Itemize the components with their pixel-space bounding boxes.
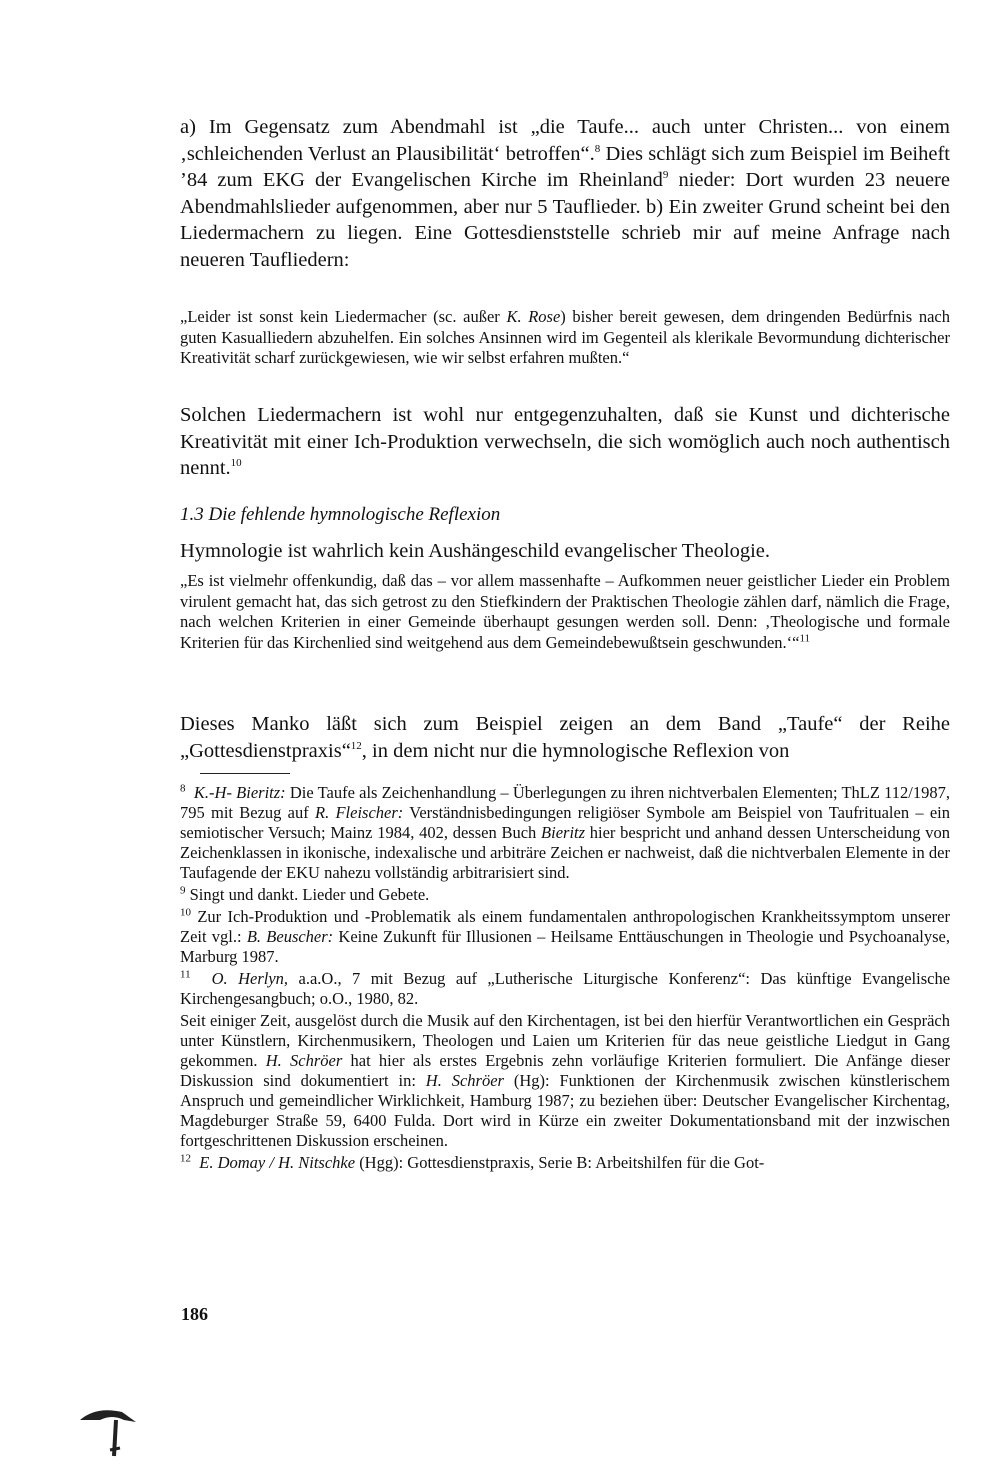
footnote-ref-11: 11: [799, 632, 811, 644]
footnote-10: $^{10}$ Zur Ich-Produktion und -Problematik als einem fundamentalen anthropologischen Krankheitssymptom unserer Zeit vgl.: B. Beuscher: Keine Zukunft für Illusionen – Heilsame Enttäuschungen in Theologie und Psychoanalyse, Marburg 1987.: [180, 906, 951, 966]
footnotes: [180, 783, 950, 1175]
section-heading: 1.3 Die fehlende hymnologische Reflexion: [180, 504, 501, 525]
block-quote-2: „Es ist vielmehr offenkundig, daß das – vor allem massenhafte – Aufkommen neuer geistlicher Lieder ein Problem virulent gemacht hat, das sich getrost zu den Stiefkindern der Praktischen Theologie zählen darf, nämlich die Frage, nach welchen Kriterien in einer Gemeinde überhaupt gesungen werden soll. Denn: ‚Theologische und formale Kriterien für das Kirchenlied sind weitgehend aus dem Gemeindebewußtsein geschwunden.‘“$^{11}$: [180, 571, 950, 652]
footnote-11-continued: Seit einiger Zeit, ausgelöst durch die Musik auf den Kirchentagen, ist bei den hierfür Verantwortlichen ein Gespräch unter Künstlern, Kirchenmusikern, Theologen und Laien um Kriterien für das neue geistliche Liedgut in Gang gekommen. H. Schröer hat hier als erstes Ergebnis zehn vorläufige Kriterien formuliert. Die Anfänge dieser Diskussion sind dokumentiert in: H. Schröer (Hg): Funktionen der Kirchenmusik zwischen künstlerischem Anspruch und gemeindlicher Wirklichkeit, Hamburg 1987; zu beziehen über: Deutscher Evangelischer Kirchentag, Magdeburger Straße 59, 6400 Fulda. Dort wird in Kürze ein zweiter Dokumentationsband mit der inzwischen fortgeschrittenen Diskussion erscheinen.: [180, 1011, 951, 1150]
body-paragraph-1: a) Im Gegensatz zum Abendmahl ist „die Taufe... auch unter Christen... von einem ‚schleichenden Verlust an Plausibilität‘ betroffen“.$^8$ Dies schlägt sich zum Beispiel im Beiheft ’84 zum EKG der Evangelischen Kirche im Rheinland$^9$ nieder: Dort wurden 23 neuere Abendmahlslieder aufgenommen, aber nur 5 Tauflieder. b) Ein zweiter Grund scheint bei den Liedermachern zu liegen. Eine Gottesdienststelle schrieb mir auf meine Anfrage nach neueren Taufliedern:: [180, 116, 950, 271]
body-paragraph-3: Hymnologie ist wahrlich kein Aushängeschild evangelischer Theologie.: [180, 540, 770, 562]
footnote-ref-10: 10: [230, 457, 242, 470]
footnote-9: $^9$ Singt und dankt. Lieder und Gebete.: [180, 884, 430, 904]
body-paragraph-2: Solchen Liedermachern ist wohl nur entgegenzuhalten, daß sie Kunst und dichterische Kreativität mit einer Ich-Produktion verwechseln, die sich womöglich auch noch authentisch nennt.$^{10}$: [180, 404, 950, 479]
block-quote-1: „Leider ist sonst kein Liedermacher (sc. außer K. Rose) bisher bereit gewesen, dem dringenden Bedürfnis nach guten Kasualliedern abzuhelfen. Ein solches Ansinnen wird im Gegenteil als klerikale Bevormundung dichterischer Kreativität scharf zurückgewiesen, wie wir selbst erfahren mußten.“: [180, 307, 950, 367]
footnote-11: $^{11}$ O. Herlyn, a.a.O., 7 mit Bezug auf „Lutherische Liturgische Konferenz“: Das künftige Evangelische Kirchengesangbuch; o.O., 1980, 82.: [180, 968, 951, 1008]
footnote-8: $^8$ K.-H- Bieritz: Die Taufe als Zeichenhandlung – Überlegungen zu ihren nichtverbalen Elementen; ThLZ 112/1987, 795 mit Bezug auf R. Fleischer: Verständnisbedingungen religiöser Symbole am Beispiel von Taufritualen – ein semiotischer Versuch; Mainz 1984, 402, dessen Buch Bieritz hier bespricht und anhand dessen Unterscheidung von Zeichenklassen in ikonische, indexalische und arbiträre Zeichen er nachweist, daß die nichtverbalen Elemente in der Taufagende der EKU nahezu vollständig arbitrarisiert sind.: [180, 782, 951, 882]
footnote-separator: [200, 773, 290, 774]
footnote-ref-9: 9: [662, 169, 669, 182]
footnote-12: $^{12}$ E. Domay / H. Nitschke (Hgg): Gottesdienstpraxis, Serie B: Arbeitshilfen für die Got-: [180, 1152, 765, 1172]
footnote-ref-8: 8: [594, 142, 601, 155]
body-paragraph-4: Dieses Manko läßt sich zum Beispiel zeigen an dem Band „Taufe“ der Reihe „Gottesdienstpraxis“$^{12}$, in dem nicht nur die hymnologische Reflexion von: [180, 713, 950, 762]
page-number: 186: [181, 1304, 208, 1324]
footnote-ref-12: 12: [350, 739, 362, 752]
scan-mark-icon: [78, 1398, 138, 1458]
